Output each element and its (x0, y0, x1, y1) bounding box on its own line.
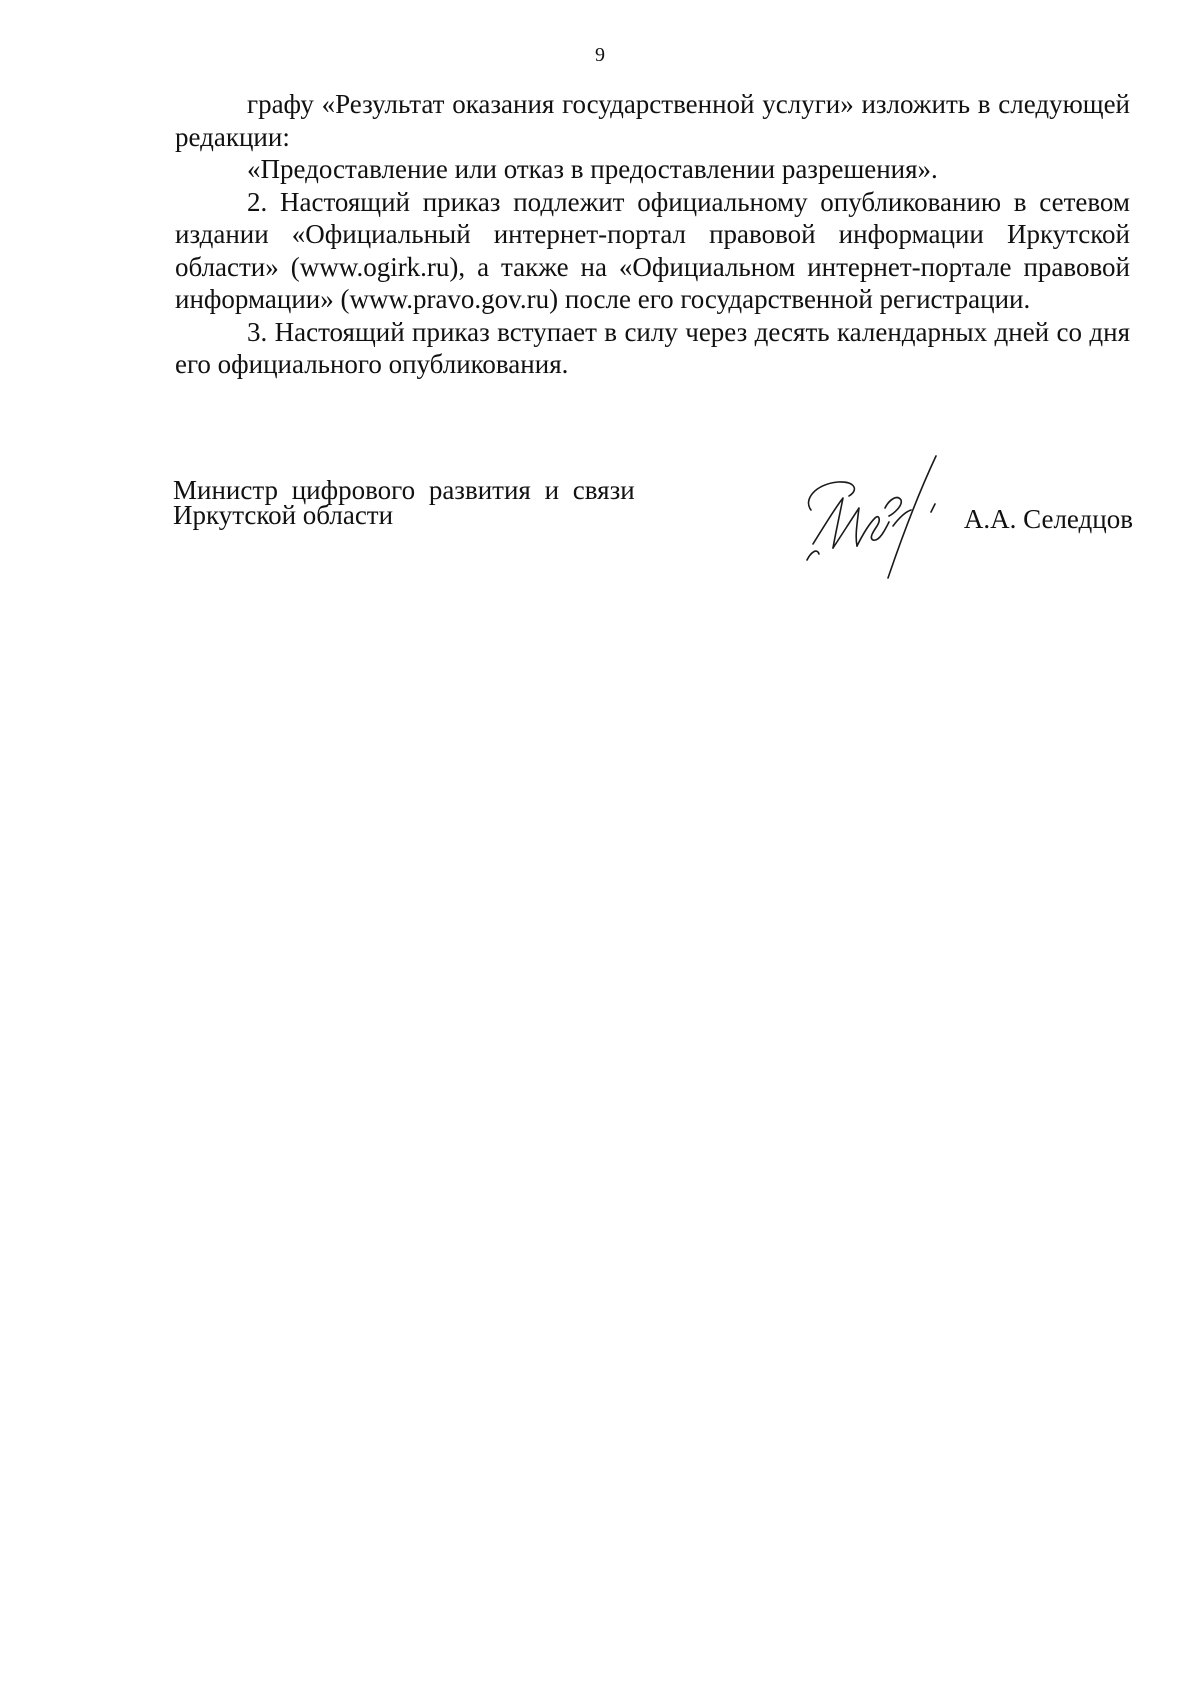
paragraph-4: 3. Настоящий приказ вступает в силу через десять календарных дней со дня его официального опубликования. (175, 316, 1130, 379)
signer-name: А.А. Селедцов (963, 504, 1133, 534)
signer-title (173, 475, 693, 530)
handwritten-signature-icon (793, 448, 953, 588)
signer-title-line-1: Министр цифрового развития и связи (173, 475, 635, 505)
paragraph-1: графу «Результат оказания государственной услуги» изложить в следующей редакции: (175, 89, 1130, 152)
page-number: 9 (595, 44, 605, 66)
paragraph-3: 2. Настоящий приказ подлежит официальному опубликованию в сетевом издании «Официальный интернет-портал правовой информации Иркутской области» (www.ogirk.ru), а также на «Официальном интернет-портале правовой информации» (www.pravo.gov.ru) после его государственной регистрации. (175, 186, 1130, 314)
document-body (175, 88, 1130, 381)
signature-block (173, 475, 1133, 588)
signer-title-line-2: Иркутской области (173, 500, 394, 530)
paragraph-2: «Предоставление или отказ в предоставлении разрешения». (247, 154, 938, 184)
